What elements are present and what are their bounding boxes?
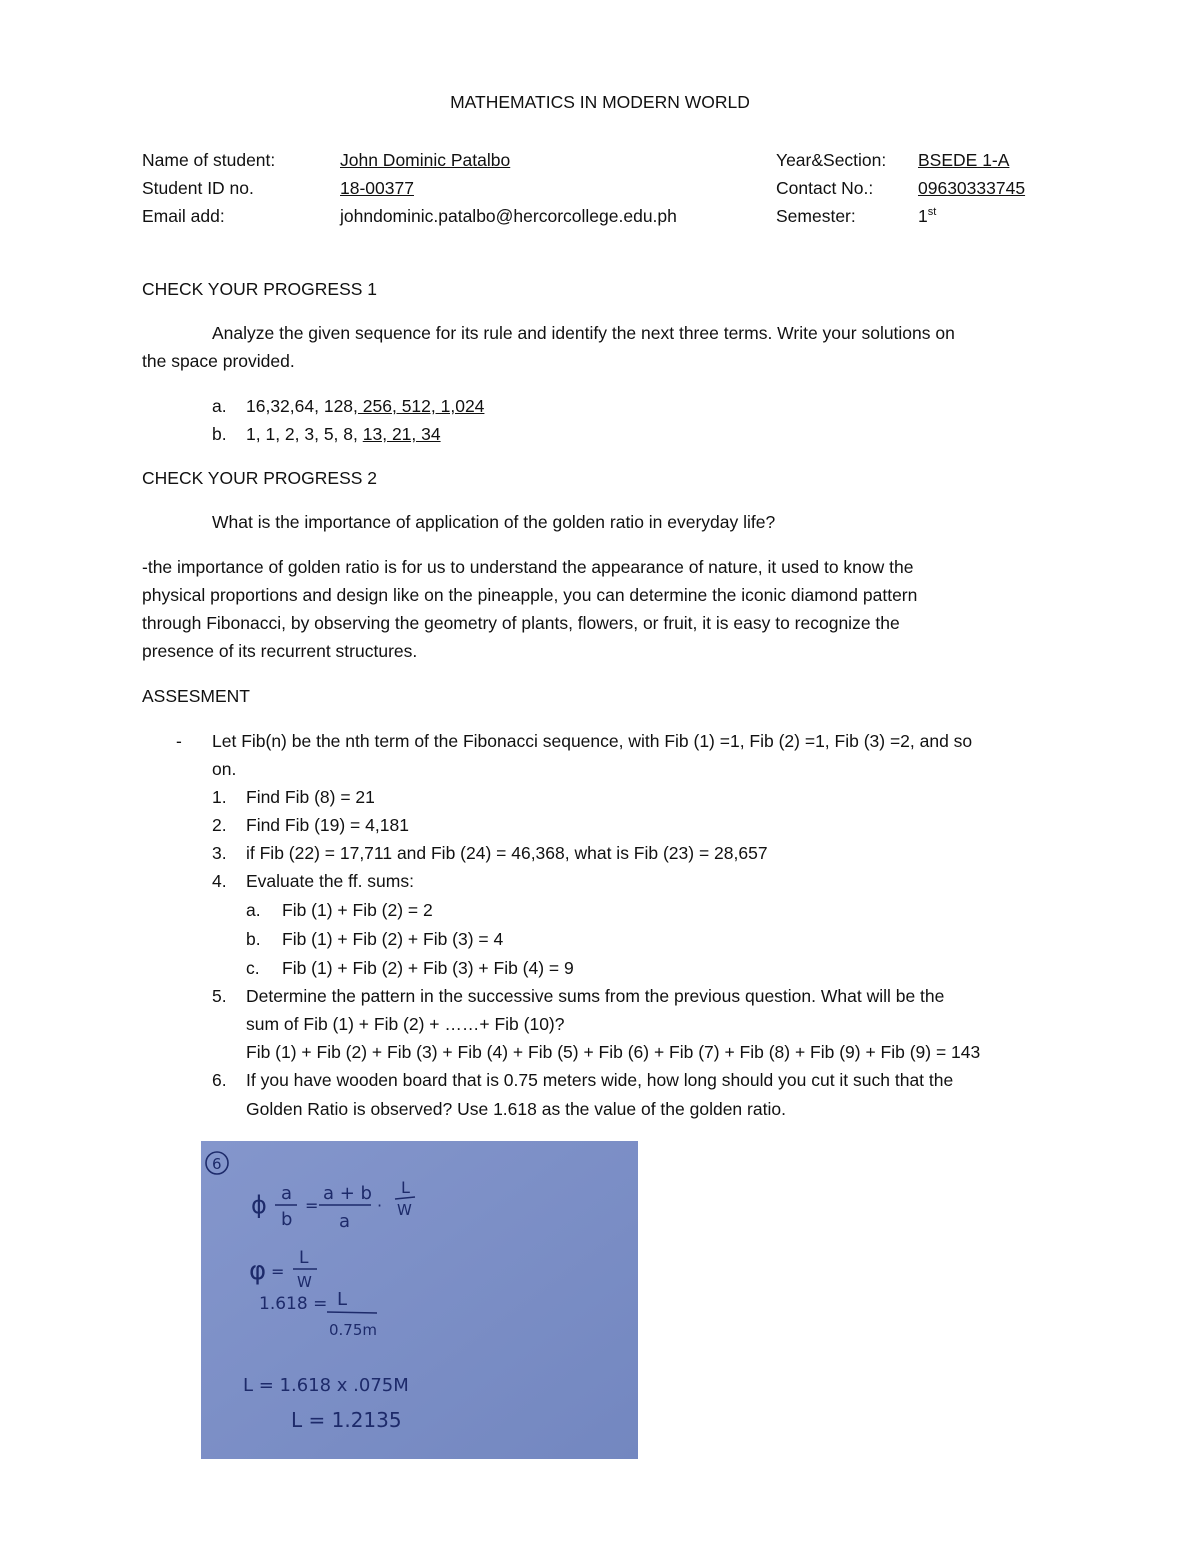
progress1-heading: CHECK YOUR PROGRESS 1 [142, 279, 378, 299]
hw-fraction-den: b [281, 1209, 293, 1230]
section-label: Year&Section: [776, 150, 887, 170]
document-title: MATHEMATICS IN MODERN WORLD [450, 92, 750, 112]
question-4-number: 4. [212, 871, 227, 891]
hw-phi: ϕ [251, 1191, 267, 1219]
email-label: Email add: [142, 206, 225, 226]
progress2-answer-line: -the importance of golden ratio is for us to understand the appearance of nature, it used to know the [142, 557, 914, 577]
hw-equals: = [271, 1262, 285, 1281]
question-4a-marker: a. [246, 900, 261, 920]
hw-fraction-num: a [281, 1183, 293, 1204]
hw-fraction-den: W [397, 1201, 412, 1219]
question-3: if Fib (22) = 17,711 and Fib (24) = 46,368, what is Fib (23) = 28,657 [246, 843, 768, 863]
hw-fraction-num: L [337, 1289, 348, 1310]
question-3-number: 3. [212, 843, 227, 863]
question-4: Evaluate the ff. sums: [246, 871, 414, 891]
assessment-heading: ASSESMENT [142, 686, 250, 706]
progress2-answer-line: through Fibonacci, by observing the geometry of plants, flowers, or fruit, it is easy to recognize the [142, 613, 900, 633]
sequence-item-a: 16,32,64, 128, 256, 512, 1,024 [246, 396, 485, 416]
email-value: johndominic.patalbo@hercorcollege.edu.ph [340, 206, 677, 226]
question-5-cont: sum of Fib (1) + Fib (2) + ……+ Fib (10)? [246, 1014, 565, 1034]
handwritten-solution-photo [201, 1141, 638, 1459]
question-4c: Fib (1) + Fib (2) + Fib (3) + Fib (4) = 9 [282, 958, 574, 978]
sequence-item-a-marker: a. [212, 396, 227, 416]
sequence-item-b-marker: b. [212, 424, 227, 444]
assessment-intro: Let Fib(n) be the nth term of the Fibonacci sequence, with Fib (1) =1, Fib (2) =1, Fib (3) =2, and so [212, 731, 973, 751]
hw-label: 6 [212, 1155, 222, 1173]
hw-equation: 1.618 = [259, 1294, 328, 1314]
contact-value: 09630333745 [918, 178, 1026, 198]
question-1-number: 1. [212, 787, 227, 807]
hw-fraction-num: L [401, 1178, 410, 1197]
name-label: Name of student: [142, 150, 276, 170]
question-5-answer: Fib (1) + Fib (2) + Fib (3) + Fib (4) + Fib (5) + Fib (6) + Fib (7) + Fib (8) + Fib (9) + Fib (9) = 143 [246, 1042, 981, 1062]
name-value: John Dominic Patalbo [340, 150, 511, 170]
hw-fraction-den: W [297, 1273, 312, 1291]
student-id-label: Student ID no. [142, 178, 254, 198]
progress2-heading: CHECK YOUR PROGRESS 2 [142, 468, 378, 488]
question-1: Find Fib (8) = 21 [246, 787, 375, 807]
question-5: Determine the pattern in the successive sums from the previous question. What will be the [246, 986, 945, 1006]
hw-equation: L = 1.618 x .075M [243, 1375, 409, 1396]
question-2: Find Fib (19) = 4,181 [246, 815, 409, 835]
hw-fraction-den: a [339, 1211, 351, 1232]
progress2-answer-line: presence of its recurrent structures. [142, 641, 418, 661]
question-6-number: 6. [212, 1070, 227, 1090]
semester-value: 1st [918, 206, 937, 226]
question-4c-marker: c. [246, 958, 260, 978]
hw-phi: φ [249, 1256, 267, 1286]
hw-fraction-den: 0.75m [329, 1321, 378, 1339]
progress2-answer-line: physical proportions and design like on the pineapple, you can determine the iconic diamond pattern [142, 585, 918, 605]
assessment-dash: - [176, 731, 182, 751]
sequence-item-b: 1, 1, 2, 3, 5, 8, 13, 21, 34 [246, 424, 441, 444]
question-5-number: 5. [212, 986, 227, 1006]
section-value: BSEDE 1-A [918, 150, 1010, 170]
student-id-value: 18-00377 [340, 178, 414, 198]
question-4b: Fib (1) + Fib (2) + Fib (3) = 4 [282, 929, 504, 949]
question-6-cont: Golden Ratio is observed? Use 1.618 as the value of the golden ratio. [246, 1099, 786, 1119]
progress1-instruction-cont: the space provided. [142, 351, 295, 371]
progress1-instruction: Analyze the given sequence for its rule and identify the next three terms. Write your solutions on [212, 323, 955, 343]
progress2-question: What is the importance of application of the golden ratio in everyday life? [212, 512, 776, 532]
hw-fraction-num: a + b [323, 1183, 372, 1204]
question-4a: Fib (1) + Fib (2) = 2 [282, 900, 433, 920]
question-4b-marker: b. [246, 929, 261, 949]
hw-equals: = [305, 1196, 319, 1215]
semester-label: Semester: [776, 206, 856, 226]
hw-fraction-num: L [299, 1248, 309, 1268]
question-6: If you have wooden board that is 0.75 meters wide, how long should you cut it such that the [246, 1070, 954, 1090]
contact-label: Contact No.: [776, 178, 874, 198]
hw-result: L = 1.2135 [291, 1408, 402, 1432]
assessment-intro-cont: on. [212, 759, 237, 779]
question-2-number: 2. [212, 815, 227, 835]
hw-dot: · [377, 1196, 383, 1215]
